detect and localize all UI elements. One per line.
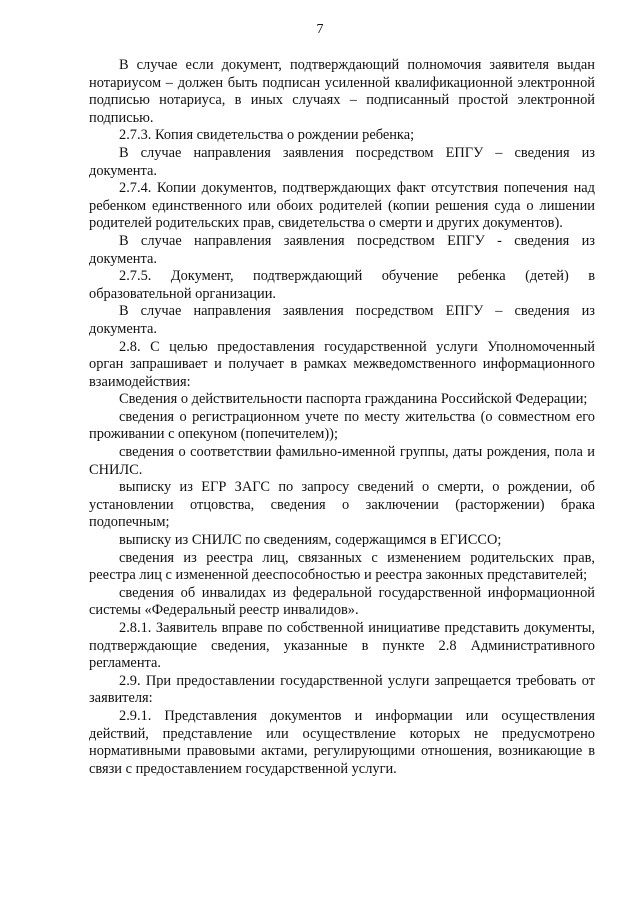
- page-number: 7: [316, 22, 324, 37]
- paragraph-2-7-5: 2.7.5. Документ, подтверждающий обучение ребенка (детей) в образовательной организации.: [89, 268, 595, 302]
- paragraph-2-7-4: 2.7.4. Копии документов, подтверждающих факт отсутствия попечения над ребенком единственного или обоих родителей (копии решения суда о лишении родителей родительских прав, свидетельства о смерти и других документов).: [89, 180, 595, 232]
- list-item-egisso: выписку из СНИЛС по сведениям, содержащимся в ЕГИССО;: [119, 532, 502, 549]
- paragraph-epgu-note: В случае направления заявления посредством ЕПГУ - сведения из документа.: [89, 232, 595, 267]
- document-body: [89, 57, 595, 778]
- list-item-registries: сведения из реестра лиц, связанных с изменением родительских прав, реестра лиц с измененной дееспособностью и реестра законных представителей;: [89, 549, 595, 584]
- paragraph-epgu-note: В случае направления заявления посредством ЕПГУ – сведения из документа.: [89, 144, 595, 179]
- list-item-snils-match: сведения о соответствии фамильно-именной группы, даты рождения, пола и СНИЛС.: [89, 444, 595, 478]
- paragraph-epgu-note: В случае направления заявления посредством ЕПГУ – сведения из документа.: [89, 303, 595, 337]
- list-item-zags: выписку из ЕГР ЗАГС по запросу сведений о смерти, о рождении, об установлении отцовства, сведения о заключении (расторжении) брака подопечным;: [89, 479, 595, 531]
- paragraph-notary-signature: В случае если документ, подтверждающий полномочия заявителя выдан нотариусом – должен быть подписан усиленной квалификационной электронной подписью нотариуса, в иных случаях – подписанный простой электронной подписью.: [89, 57, 595, 126]
- list-item-passport: Сведения о действительности паспорта гражданина Российской Федерации;: [119, 391, 588, 408]
- paragraph-2-7-3: 2.7.3. Копия свидетельства о рождении ребенка;: [119, 127, 415, 144]
- paragraph-2-9-1: 2.9.1. Представления документов и информации или осуществления действий, представление или осуществление которых не предусмотрено нормативными правовыми актами, регулирующими отношения, возникающие в связи с предоставлением государственной услуги.: [89, 707, 595, 777]
- paragraph-2-8: 2.8. С целью предоставления государственной услуги Уполномоченный орган запрашивает и получает в рамках межведомственного информационного взаимодействия:: [89, 338, 595, 390]
- paragraph-2-8-1: 2.8.1. Заявитель вправе по собственной инициативе представить документы, подтверждающие сведения, указанные в пункте 2.8 Административного регламента.: [89, 620, 595, 672]
- paragraph-2-9: 2.9. При предоставлении государственной услуги запрещается требовать от заявителя:: [89, 672, 595, 707]
- list-item-disability-registry: сведения об инвалидах из федеральной государственной информационной системы «Федеральный реестр инвалидов».: [89, 584, 595, 619]
- list-item-registration: сведения о регистрационном учете по месту жительства (о совместном его проживании с опекуном (попечителем));: [89, 408, 595, 443]
